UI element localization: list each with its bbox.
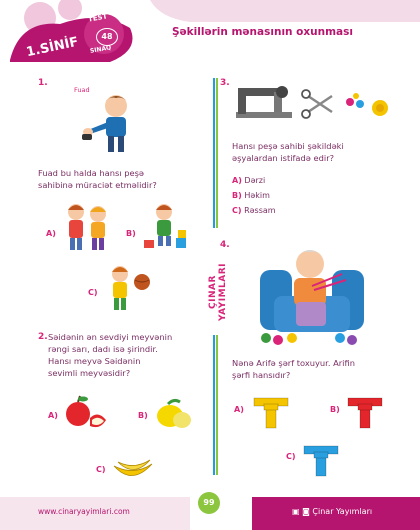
q1-option-a-letter: A) [46, 229, 56, 238]
footer-social-label: Çinar Yayımları [312, 507, 373, 516]
divider-top-blue [213, 78, 215, 228]
q1-option-b-letter: B) [126, 229, 136, 238]
lemon-icon [154, 396, 194, 432]
q3-option-c[interactable] [232, 206, 276, 215]
question-3-line-2: əşyalardan istifadə edir? [232, 153, 335, 163]
question-2-number: 2. [38, 332, 48, 342]
question-3-text [232, 140, 344, 164]
q2-option-c[interactable] [96, 465, 106, 474]
q4-option-c-letter: C) [286, 452, 296, 461]
grade-label: 1.SİNİF [25, 34, 80, 61]
q2-option-b-letter: B) [138, 411, 148, 420]
children-icon [62, 200, 114, 254]
question-2-line-3: Hansı meyvə Səidənin [48, 356, 141, 366]
q3-option-a-text: Dərzi [244, 176, 266, 185]
q1-option-b[interactable] [126, 229, 136, 238]
builder-boy-icon [142, 200, 192, 252]
question-2-line-4: sevimli meyvəsidir? [48, 368, 131, 378]
fuad-label: Fuad [74, 86, 90, 94]
divider-top-green [216, 78, 218, 228]
q4-option-c[interactable] [286, 452, 296, 461]
q4-option-a[interactable] [234, 405, 244, 414]
page-title: Şəkillərin mənasının oxunması [172, 26, 353, 38]
question-2-line-2: rəngi sarı, dadı isə şirindir. [48, 344, 158, 354]
hurt-boy-icon [78, 92, 148, 156]
q4-option-a-letter: A) [234, 405, 244, 414]
q3-option-b-letter: B) [232, 191, 242, 200]
social-icons: ▣ ◙ [292, 507, 313, 516]
question-4-line-1: Nənə Arifə şərf toxuyur. Arifin [232, 358, 355, 368]
athlete-boy-icon [104, 262, 154, 314]
vertical-brand: ÇINAR YAYIMLARI [208, 262, 228, 322]
sewing-tools-icon [232, 82, 392, 126]
q4-option-b[interactable] [330, 405, 340, 414]
test-label: TEST [87, 12, 108, 24]
red-scarf-icon [344, 394, 386, 432]
grandmother-knitting-icon [252, 240, 372, 346]
page-number: 99 [198, 492, 220, 514]
question-1-line-1: Fuad bu halda hansı peşə [38, 168, 145, 178]
q4-option-b-letter: B) [330, 405, 340, 414]
question-3-line-1: Hansı peşə sahibi şəkildəki [232, 141, 344, 151]
q3-option-c-text: Rəssam [244, 206, 276, 215]
question-3-number: 3. [220, 78, 230, 88]
q3-option-c-letter: C) [232, 206, 242, 215]
q2-option-a[interactable] [48, 411, 58, 420]
question-1-number: 1. [38, 78, 48, 88]
blue-scarf-icon [300, 442, 342, 480]
q3-option-b[interactable] [232, 191, 270, 200]
q3-option-a-letter: A) [232, 176, 242, 185]
q3-option-a[interactable] [232, 176, 265, 185]
divider-bottom-blue [213, 335, 215, 475]
q2-option-a-letter: A) [48, 411, 58, 420]
q1-option-c[interactable] [88, 288, 98, 297]
banana-icon [112, 456, 156, 482]
question-2-text [48, 331, 172, 379]
q1-option-a[interactable] [46, 229, 56, 238]
footer-social[interactable] [292, 507, 372, 516]
question-1-text [38, 167, 157, 191]
q2-option-b[interactable] [138, 411, 148, 420]
divider-bottom-green [216, 335, 218, 475]
footer-url[interactable]: www.cinaryayimlari.com [38, 507, 130, 516]
q2-option-c-letter: C) [96, 465, 106, 474]
q3-option-b-text: Həkim [244, 191, 270, 200]
sinaq-label: SINAQ [89, 44, 112, 55]
question-4-text [232, 357, 355, 381]
test-number: 48 [96, 28, 118, 46]
apple-icon [64, 396, 108, 432]
question-4-number: 4. [220, 240, 230, 250]
yellow-scarf-icon [250, 394, 292, 432]
q1-option-c-letter: C) [88, 288, 98, 297]
question-2-line-1: Səidənin ən sevdiyi meyvənin [48, 332, 173, 342]
question-1-line-2: sahibinə müraciət etməlidir? [38, 180, 157, 190]
question-4-line-2: şərfi hansıdır? [232, 370, 291, 380]
